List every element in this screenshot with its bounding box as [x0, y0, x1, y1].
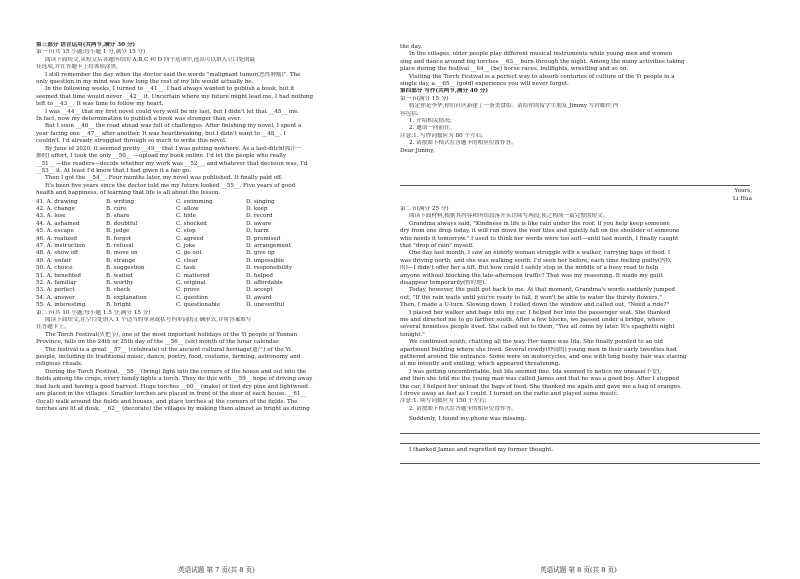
option: B. suggestion — [106, 265, 145, 272]
option: D. give up — [246, 250, 275, 257]
part2-heading: 第二节(共 10 小题;每小题 1.5 分,满分 15 分) — [36, 309, 151, 316]
answer-line — [400, 424, 760, 434]
page-footer-left: 英语试题 第 7 页(共 8 页) — [178, 566, 255, 574]
passage-line: single day, a __65__ (gold) experience you will never forget. — [400, 81, 569, 88]
passage-line: people, including its traditional music, dance, poetry, food, costume, farming, astronomy and — [36, 354, 301, 361]
option: C. agreed — [176, 235, 204, 242]
writing2-note: 2. 请按如下格式在答题卡的相应位置作答。 — [409, 405, 517, 412]
option: 48. A. show off — [36, 250, 79, 257]
option: C. original — [176, 280, 206, 286]
passage-line: Then I got the __54__. Four months later, my novel was published. It finally paid off. — [45, 175, 283, 182]
answer-line — [400, 434, 760, 444]
passage-line: only question in my mind was how long the rest of my life would actually be. — [36, 79, 254, 86]
option: D. affordable — [246, 280, 283, 286]
option: 42. A. change — [36, 205, 75, 212]
passage-line: at me intently and smiling, which appeared threatening. — [400, 361, 561, 368]
option: B. worthy — [106, 280, 134, 286]
option: B. strange — [106, 257, 136, 264]
passage-line: sing and dance around big torches __63__ burn through the night. Among the many activities taking — [400, 58, 685, 65]
passage-line: 掷的) effort, I took the only __50__ —upload my book online. I'd let the people who really — [36, 153, 286, 160]
passage-line: fields among the crops, every family lights a torch. They do this with __59__ hope of driving away — [36, 376, 313, 383]
option: D. singing — [246, 198, 275, 205]
passage-line: seemed that time would never __42__ it. Uncertain where my future might lead me, I had nothing — [36, 93, 314, 100]
passage-line: It's been five years since the doctor told me my future looked __55__. Five years of good — [45, 182, 296, 189]
passage-line: During the Torch Festival, __58__ (bring) light into the corners of the house and out into the — [45, 368, 307, 375]
passage-line: By June of 2020, it seemed pretty __49__ that I was getting nowhere. As a last-ditch(孤注一 — [45, 145, 302, 152]
option: D. promised — [246, 235, 281, 242]
grammar-passage — [36, 332, 390, 413]
section4-title: 第四部分 写作(共两节,满分 40 分) — [400, 88, 488, 95]
passage-line: __51__ —the readers—decide whether my work was __52__, and whatever that decision was, I'd — [36, 160, 308, 167]
letter-closing: Yours, — [734, 188, 752, 195]
writing1-point: 1. 介绍相关情况; — [409, 118, 452, 125]
option: D. impossible — [246, 257, 285, 264]
option: C. stop — [176, 228, 196, 235]
option: D. award — [246, 294, 272, 301]
option: B. refusal — [106, 242, 134, 249]
answer-line — [400, 454, 760, 464]
option: 45. A. escape — [36, 228, 74, 235]
writing2-note: 注意:1. 续写词数应为 150 个左右; — [400, 398, 487, 405]
option: 47. A. instruction — [36, 242, 86, 249]
option: B. forgot — [106, 235, 131, 242]
passage-line: In the following weeks, I turned to __41__. I had always wanted to publish a book, but it — [45, 86, 295, 93]
passage-line: and then she told me the young man was called James and that he was a good boy. After I stopped — [400, 376, 680, 383]
passage-line: 的)—I didn't offer her a lift. But how could I safely stop in the middle of a busy road to help — [400, 265, 659, 272]
option: 49. A. unfair — [36, 257, 72, 264]
passage-line: the day. — [400, 44, 423, 50]
passage-line: But I soon __46__ the road ahead was full of challenges. After finishing my novel, I spent a — [45, 123, 302, 130]
writing2-heading: 第二节(满分 25 分) — [400, 205, 449, 212]
paragraph1-start: Suddenly, I found my phone was missing. — [409, 416, 527, 423]
part1-heading: 第一节(共 15 小题;每小题 1 分,满分 15 分) — [36, 49, 146, 56]
option: 54. A. answer — [36, 294, 75, 301]
option: D. record — [246, 213, 273, 220]
story-passage — [400, 221, 764, 399]
passage-line: I was getting uncomfortable, but Ida seemed fine. Ida seemed to notice my unease(不安), — [409, 368, 662, 375]
passage-line: In the villages, older people play different musical instruments while young men and women — [409, 51, 673, 58]
option: C. swimming — [176, 198, 213, 205]
option: B. check — [106, 287, 131, 294]
passage-line: torches are lit at dusk, __62__ (decorate) the villages by making them almost as bright as during — [36, 405, 310, 412]
option: B. writing — [106, 198, 135, 205]
passage-line: The festival is a great __57__ (celebrate) of the ancient cultural heritage(遗产) of the Yi — [45, 346, 291, 353]
part2-instructions: 阅读下面短文,在空白处填入 1 个适当的单词或括号内单词的正确形式,并将答案填写 — [45, 317, 252, 324]
passage-line: couldn't. I'd already struggled through so much to write this novel. — [36, 138, 227, 145]
continuation-answer-area — [400, 416, 764, 464]
writing1-note: 2. 请按如下格式在答题卡的相应位置作答。 — [409, 140, 517, 147]
writing1-prompt: 容包括: — [400, 110, 419, 117]
option: B. share — [106, 213, 130, 220]
option: C. question — [176, 294, 209, 301]
passage-line: was driving north, and she was walking south. I'd seen her before, each time feeling guilty(内疚 — [400, 257, 672, 264]
option: 53. A. perfect — [36, 287, 75, 294]
option: C. hide — [176, 213, 196, 220]
passage-line: gathered around the entrance. Some were on motorcycles, and one with long bushy hair was staring — [400, 354, 687, 361]
part1-instructions: 佳选项,并在答题卡上将该项涂黑。 — [36, 64, 122, 71]
passage-line: several homeless people lived. She called out to them, "You all come by later. It's spaghetti night — [400, 324, 675, 331]
passage-line: the car, I helped her unload the bags of food. She thanked me again and gave me a bag of oranges. — [400, 383, 682, 390]
option: C. shocked — [176, 220, 207, 227]
passage-line: Today, however, the guilt got back to me. At that moment, Grandma's words suddenly jumped — [409, 287, 675, 294]
option: B. waited — [106, 272, 133, 279]
passage-line: We continued south, chatting all the way. Her name was Ida. She finally pointed to an old — [409, 339, 663, 346]
passage-line: who needs it tomorrow." I used to think her words were too soft—until last month, I finally caught — [400, 235, 679, 242]
option: D. keep — [246, 205, 268, 212]
right-page — [400, 44, 764, 464]
passage-line: place during the festival __64__ (be) horse races, bullfights, wrestling and so on. — [400, 66, 629, 73]
option: C. allow — [176, 205, 199, 212]
option: C. clear — [176, 257, 198, 264]
option: D. harm — [246, 228, 269, 235]
passage-line: I was __44__ that my first novel could very well be my last, but I didn't let that __45__ me. — [45, 108, 300, 115]
option: C. task — [176, 265, 196, 272]
passage-line: religious rituals. — [36, 361, 83, 368]
passage-line: I drove away as fast as I could. I turned on the radio and played some music. — [400, 391, 619, 398]
passage-line: dry from one drop today, it will run down the roof tiles and quietly fall on the shoulder of someone — [400, 228, 680, 235]
option: D. arrangement — [246, 242, 291, 249]
cloze-passage — [36, 72, 390, 198]
option: 52. A. familiar — [36, 280, 77, 286]
passage-line: out, "If the rain waits until you're ready to fall, it won't be able to water the thirsty flowers." — [400, 294, 662, 301]
option: D. helped — [246, 272, 274, 279]
option: B. explanation — [106, 294, 147, 301]
passage-line: tonight." — [400, 331, 425, 338]
passage-line: left to __43__. It was time to follow my heart. — [36, 101, 164, 108]
passage-line: (local) walk around the fields and houses, and place torches at the corners of the fields. The — [36, 398, 298, 405]
passage-line: that "drop of rain" myself. — [400, 242, 474, 249]
writing1-prompt: 假定你是李华,你们社区新建了一条美食街。请给你的留学生朋友 Jimmy 写封邮件,内 — [409, 103, 619, 110]
passage-line: One day last month, I saw an elderly woman struggle with a walker, carrying bags of food. I — [409, 250, 671, 257]
writing1-point: 2. 邀请一同前往。 — [409, 125, 456, 132]
option: D. accept — [246, 287, 273, 294]
page-footer-right: 英语试题 第 8 页(共 8 页) — [540, 566, 617, 574]
option: B. cure — [106, 205, 127, 212]
section-title: 第三部分 语言运用(共两节,满分 30 分) — [36, 42, 136, 48]
writing1-heading: 第一节(满分 15 分) — [400, 95, 449, 102]
option: 43. A. lose — [36, 213, 66, 220]
writing2-instructions: 阅读下面材料,根据其内容和所给段落开头语续写两段,使之构成一篇完整的短文。 — [409, 213, 609, 220]
passage-line: __53__ it. At least I'd know that I had given it a fair go. — [36, 167, 191, 174]
option: C. joke — [176, 242, 196, 249]
passage-line: Grandma always said, "Kindness in life is like rain under the roof. If you help keep someone — [409, 220, 670, 227]
writing1-note: 注意:1. 写作词数应为 80 个左右; — [400, 132, 484, 139]
option: 41. A. drawing — [36, 198, 78, 205]
passage-line: Visiting the Torch Festival is a perfect way to absorb centuries of culture of the Yi people in a — [409, 73, 675, 80]
option: 50. A. choice — [36, 265, 73, 272]
option: D. responsibility — [246, 265, 293, 272]
part1-instructions: 阅读下面短文,从短文后各题所给的 A,B,C 和 D 四个选项中,选出可以填入空白处的最 — [45, 56, 256, 63]
option: B. judge — [106, 228, 130, 235]
option: D. aware — [246, 220, 272, 227]
option: 44. A. ashamed — [36, 220, 80, 227]
passage-line: health and happiness, of learning that life is all about the lesson. — [36, 190, 221, 197]
passage-line: In fact, now my determination to publish a book was stronger than ever. — [36, 116, 242, 123]
answer-line — [400, 185, 750, 186]
passage-line: I still remember the day when the doctor said the words "malignant tumor(恶性肿瘤)". The — [45, 71, 301, 78]
passage-line: The Torch Festival(火把节), one of the most important holidays of the Yi people of Yunnan — [45, 331, 298, 338]
passage-line: year facing one __47__ after another. It was heartbreaking, but I didn't want to __48__. I — [36, 130, 286, 137]
passage-line: are placed in the villages. Smaller torches are placed in front of the door of each house. __61__ — [36, 391, 307, 398]
option: C. go out — [176, 250, 202, 257]
paragraph2-start: I thanked James and regretted my former thought. — [409, 446, 554, 453]
left-page — [36, 42, 390, 413]
passage-line: me and directed me to go farther south. After a few blocks, we passed under a bridge, where — [400, 317, 665, 323]
passage-line: Then, I made a U-turn. Slowing down, I rolled down the window and called out, "Need a ride?" — [400, 302, 670, 309]
part2-instructions: 在答题卡上。 — [36, 324, 70, 331]
option: C. questionable — [176, 302, 221, 309]
option: B. bright — [106, 302, 132, 309]
option: 51. A. benefited — [36, 272, 81, 279]
passage-line: disappear temporarily(暂时地). — [400, 279, 486, 286]
option: D. uneventful — [246, 302, 285, 309]
option: B. move on — [106, 250, 138, 257]
passage-line: anyone without blocking the late-afternoon traffic? That was my reasoning. It made my guilt — [400, 272, 663, 279]
passage-line: I placed her walker and bags into my car. I helped her into the passenger seat. She thanked — [409, 309, 671, 316]
option: C. mattered — [176, 272, 210, 279]
letter-signature: Li Hua — [732, 195, 752, 202]
option: B. doubtful — [106, 220, 138, 227]
passage-line: Province, falls on the 24th or 25th day of the __56__ (six) month of the lunar calendar. — [36, 339, 280, 346]
letter-greeting: Dear Jimmy, — [400, 147, 435, 154]
passage-line: apartment building where she lived. Several rowdy(吵闹的) young men in their early twenties had — [400, 346, 677, 353]
option: 55. A. interesting — [36, 302, 86, 309]
passage-line: bad luck and having a good harvest. Huge torches __60__ (make) of tied dry pine and lightwood — [36, 383, 308, 390]
answer-options — [36, 199, 390, 310]
option: C. prove — [176, 287, 200, 294]
option: 46. A. realized — [36, 235, 78, 242]
